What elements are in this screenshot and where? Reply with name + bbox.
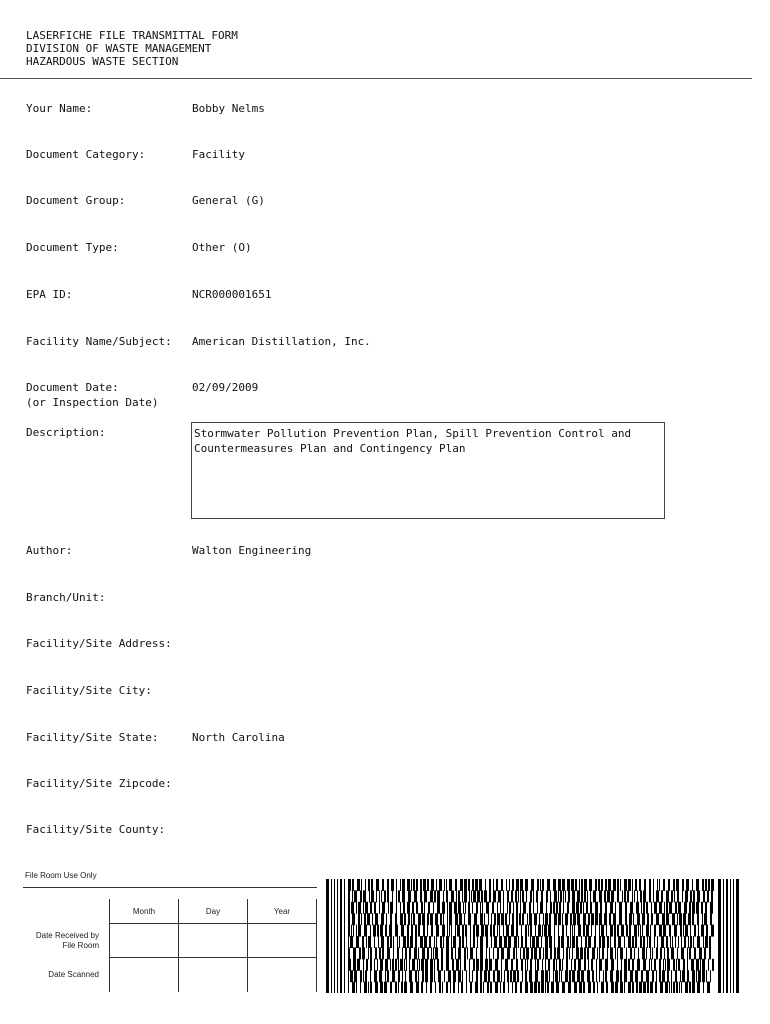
description-label: Description: xyxy=(26,426,106,439)
header-divider xyxy=(0,78,752,79)
facility-name-value: American Distillation, Inc. xyxy=(192,335,371,348)
site-zipcode-label: Facility/Site Zipcode: xyxy=(26,777,172,790)
document-date-value: 02/09/2009 xyxy=(192,381,259,394)
date-scanned-label: Date Scanned xyxy=(48,969,99,979)
document-category-value: Facility xyxy=(192,148,245,161)
your-name-value: Bobby Nelms xyxy=(192,102,265,115)
document-type-label: Document Type: xyxy=(26,241,119,254)
date-scanned-month xyxy=(110,958,179,992)
document-date-sublabel: (or Inspection Date) xyxy=(26,396,159,409)
date-scanned-year xyxy=(248,958,317,992)
day-header: Day xyxy=(179,899,248,924)
date-received-month xyxy=(110,924,179,958)
site-city-label: Facility/Site City: xyxy=(26,684,152,697)
month-header: Month xyxy=(110,899,179,924)
document-group-value: General (G) xyxy=(192,194,265,207)
author-value: Walton Engineering xyxy=(192,544,312,557)
site-county-label: Facility/Site County: xyxy=(26,823,166,836)
year-header: Year xyxy=(248,899,317,924)
document-group-label: Document Group: xyxy=(26,194,126,207)
site-state-label: Facility/Site State: xyxy=(26,731,159,744)
header-title: LASERFICHE FILE TRANSMITTAL FORM xyxy=(26,29,238,42)
epa-id-label: EPA ID: xyxy=(26,288,73,301)
document-category-label: Document Category: xyxy=(26,148,146,161)
file-room-table xyxy=(23,899,317,992)
date-received-year xyxy=(248,924,317,958)
site-address-label: Facility/Site Address: xyxy=(26,637,172,650)
header-section: HAZARDOUS WASTE SECTION xyxy=(26,55,179,68)
branch-unit-label: Branch/Unit: xyxy=(26,591,106,604)
site-state-value: North Carolina xyxy=(192,731,285,744)
facility-name-label: Facility Name/Subject: xyxy=(26,335,172,348)
file-room-divider xyxy=(23,887,317,888)
header-division: DIVISION OF WASTE MANAGEMENT xyxy=(26,42,212,55)
epa-id-value: NCR000001651 xyxy=(192,288,272,301)
form-header xyxy=(26,29,238,68)
author-label: Author: xyxy=(26,544,73,557)
date-received-label: Date Received by File Room xyxy=(35,930,99,950)
document-date-label: Document Date: xyxy=(26,381,119,394)
pdf417-barcode-icon xyxy=(326,879,740,993)
document-type-value: Other (O) xyxy=(192,241,252,254)
date-received-day xyxy=(179,924,248,958)
file-room-title: File Room Use Only xyxy=(25,871,97,880)
date-scanned-day xyxy=(179,958,248,992)
your-name-label: Your Name: xyxy=(26,102,93,115)
description-box: Stormwater Pollution Prevention Plan, Spill Prevention Control and Countermeasures Plan and Contingency Plan xyxy=(191,422,665,519)
